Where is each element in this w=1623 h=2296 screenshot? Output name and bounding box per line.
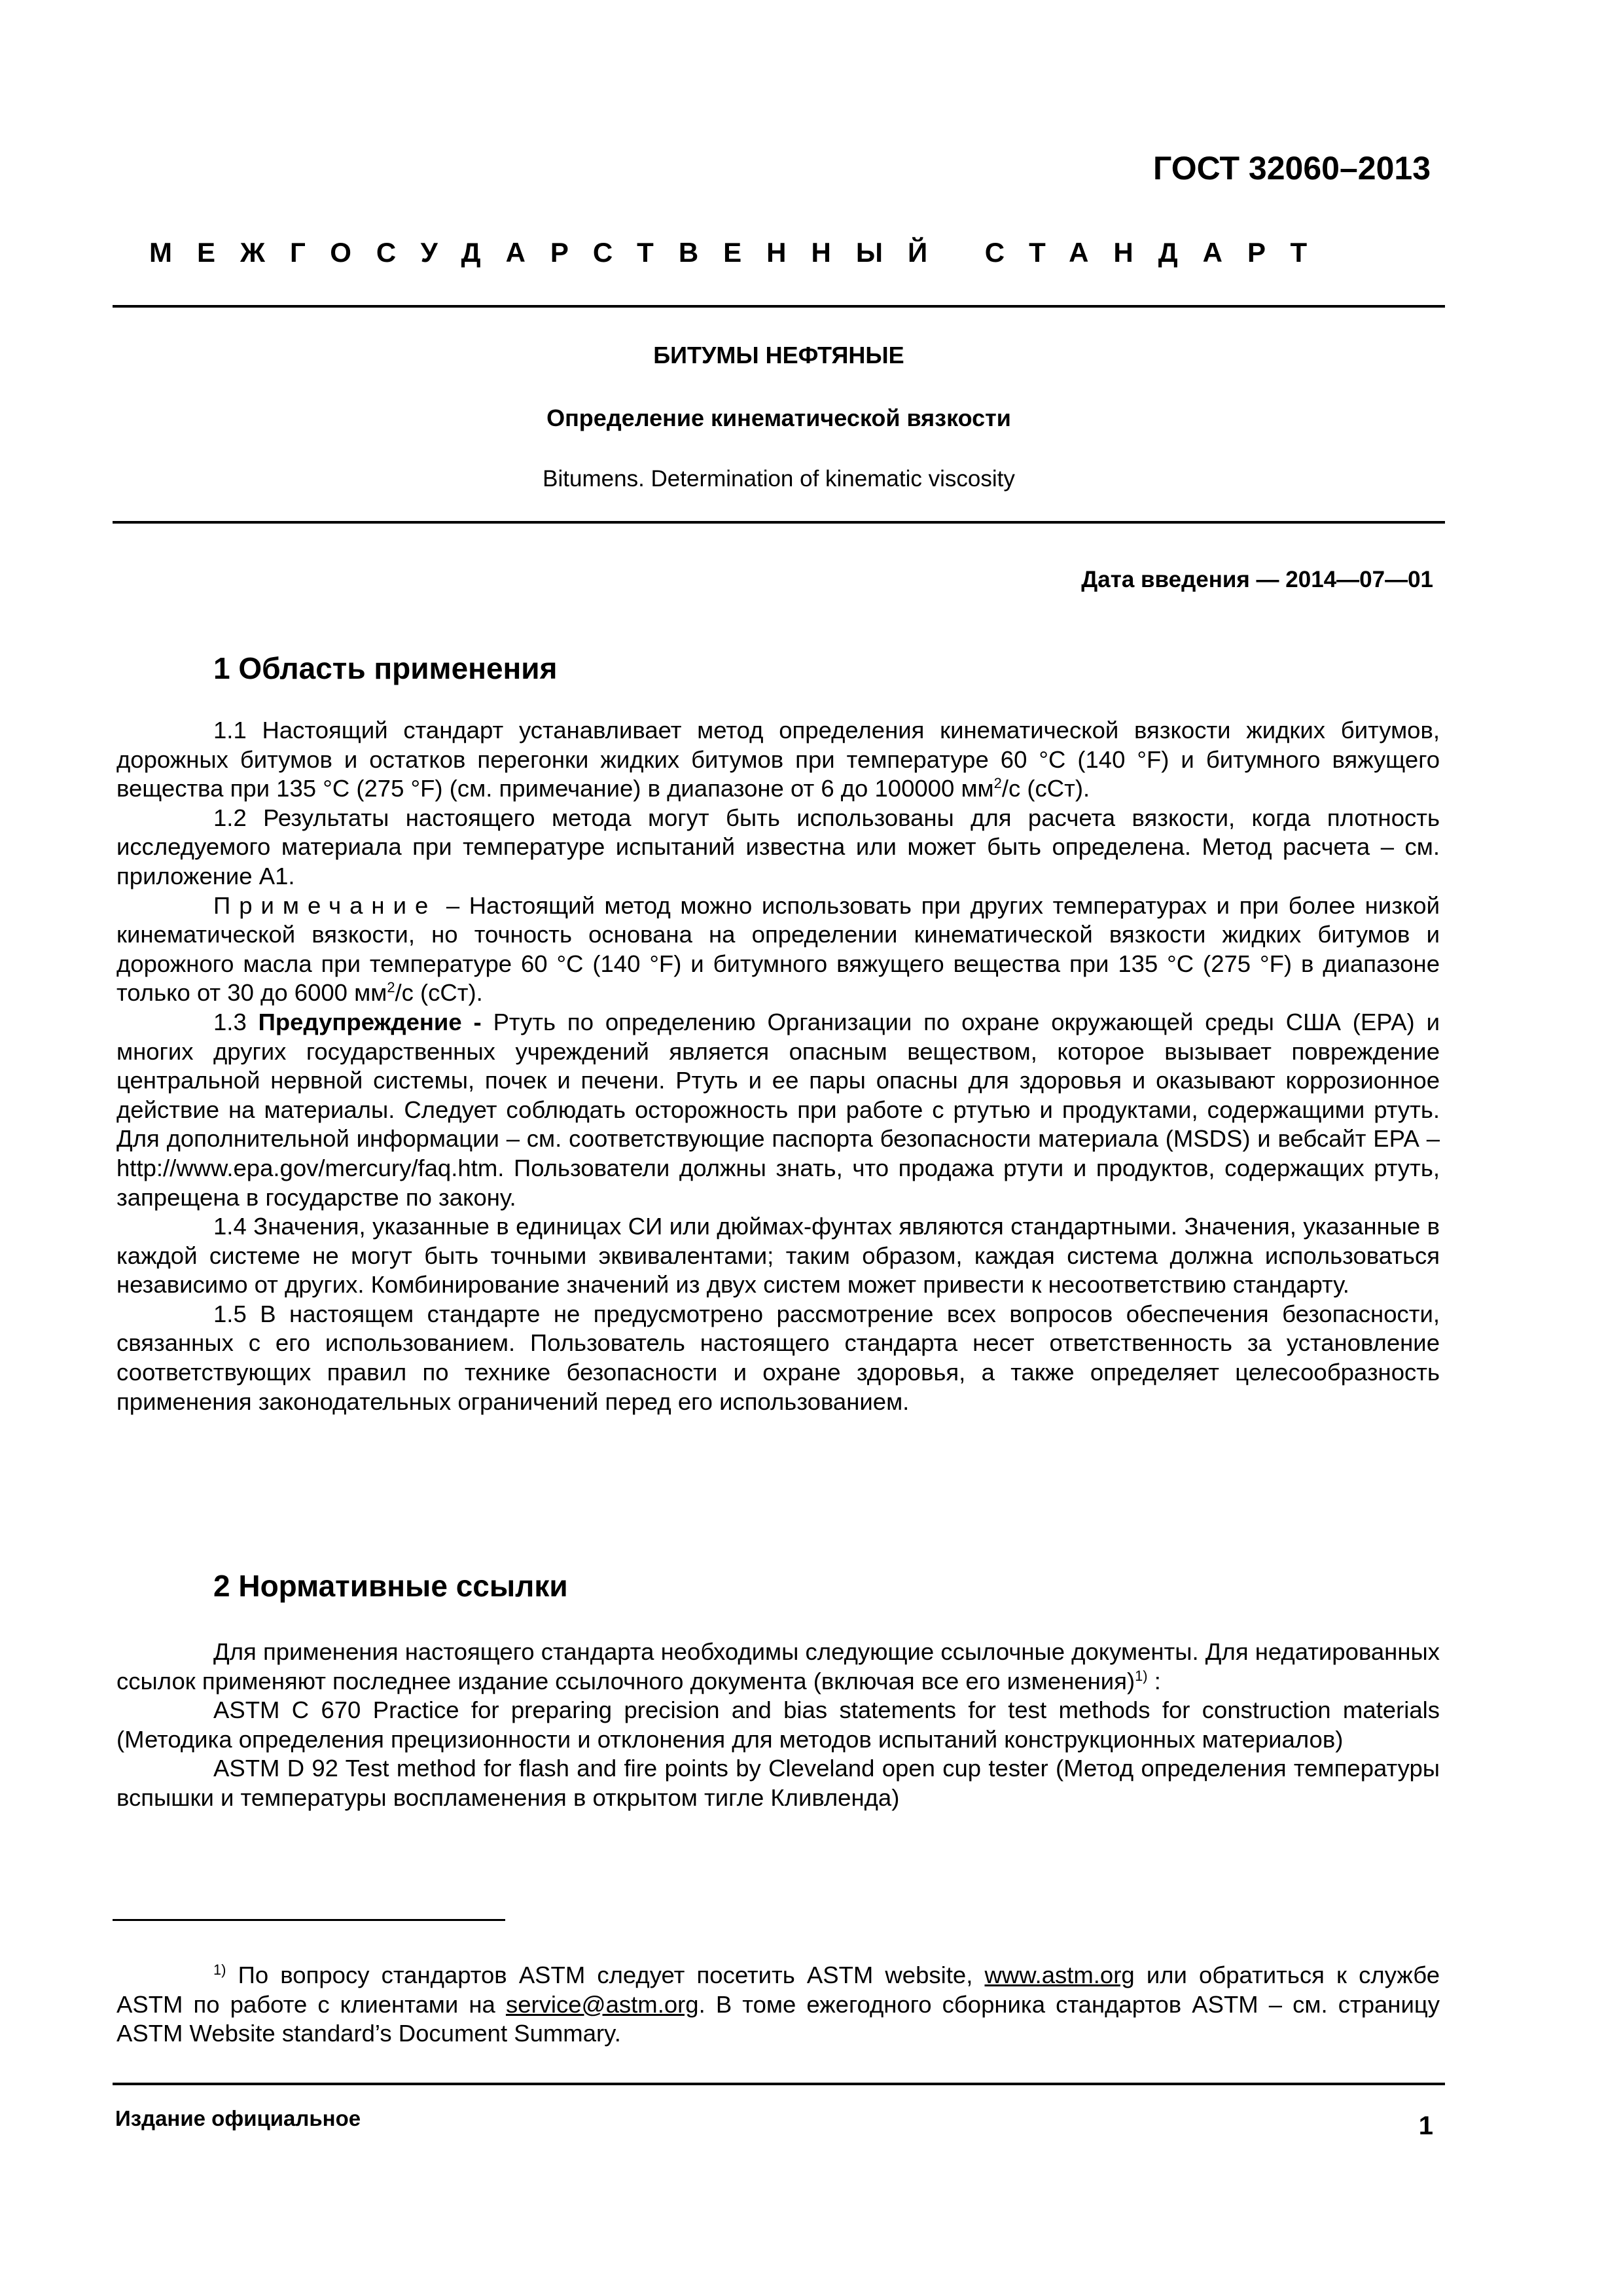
astm-service-email-link[interactable]: service@astm.org — [505, 1990, 699, 2018]
document-number: ГОСТ 32060–2013 — [1153, 150, 1431, 187]
paragraph-1-1: 1.1 Настоящий стандарт устанавливает метод определения кинематической вязкости жидких битумов, дорожных битумов и остатков перегонки жидких битумов при температуре 60 °С (140 °F) и битумного вяжущего вещества при 135 °С (275 °F) (см. примечание) в диапазоне от 6 до 100000 $мм^2/с$ (сСт). — [116, 717, 1440, 802]
header-divider — [113, 305, 1445, 308]
document-title: БИТУМЫ НЕФТЯНЫЕ — [653, 342, 904, 368]
footnote-ref[interactable]: 1) — [1135, 1667, 1148, 1684]
footer-divider — [113, 2083, 1445, 2085]
standard-type: МЕЖГОСУДАРСТВЕННЫЙ СТАНДАРТ — [149, 237, 1332, 268]
paragraph-1-5: 1.5 В настоящем стандарте не предусмотрено рассмотрение всех вопросов обеспечения безопасности, связанных с его использованием. Пользователь настоящего стандарта несет ответственность за установление соответствующих правил по технике безопасности и охране здоровья, а также определяет целесообразность применения законодательных ограничений перед его использованием. — [116, 1300, 1440, 1415]
paragraph-1-2: 1.2 Результаты настоящего метода могут быть использованы для расчета вязкости, когда плотность исследуемого материала при температуре испытаний известна или может быть определена. Метод расчета – см. приложение А1. — [116, 804, 1440, 889]
note: Примечание – Настоящий метод можно использовать при других температурах и при более низкой кинематической вязкости, но точность основана на определении кинематической вязкости жидких битумов и дорожного масла при температуре 60 °С (140 °F) и битумного вяжущего вещества при 135 °С (275 °F) в диапазоне только от 30 до 6000 $мм^2/с$ (сСт). — [116, 891, 1440, 1007]
note-label: Примечание — [213, 891, 437, 919]
warning-label: Предупреждение - — [258, 1008, 482, 1035]
english-title: Bitumens. Determination of kinematic viscosity — [543, 466, 1015, 492]
footnote-marker: 1) — [213, 1961, 226, 1978]
reference-astm-c670: ASTM C 670 Practice for preparing precision and bias statements for test methods for construction materials (Методика определения прецизионности и отклонения для методов испытаний конструкционных материалов) — [116, 1696, 1440, 1753]
section-2-body — [116, 1638, 1440, 1813]
footnote: $^{1)}$ По вопросу стандартов ASTM следует посетить ASTM website, www.astm.org или обратиться к службе ASTM по работе с клиентами на service@astm.org. В томе ежегодного сборника стандартов ASTM – см. страницу ASTM Website standard’s Document Summary. — [116, 1961, 1440, 2047]
paragraph-1-3: 1.3 Предупреждение - Ртуть по определению Организации по охране окружающей среды США (ЕРА) и многих других государственных учреждений является опасным веществом, которое вызывает повреждение центральной нервной системы, почек и печени. Ртуть и ее пары опасны для здоровья и оказывают коррозионное действие на материалы. Следует соблюдать осторожность при работе с ртутью и продуктами, содержащими ртуть. Для дополнительной информации – см. соответствующие паспорта безопасности материала (MSDS) и вебсайт ЕРА – http://www.epa.gov/mercury/faq.htm. Пользователи должны знать, что продажа ртути и продуктов, содержащих ртуть, запрещена в государстве по закону. — [116, 1008, 1440, 1211]
references-intro: Для применения настоящего стандарта необходимы следующие ссылочные документы. Для недатированных ссылок применяют последнее издание ссылочного документа (включая все его изменения)$^{1)}$ : — [116, 1638, 1440, 1695]
introduction-date: Дата введения — 2014—07—01 — [1081, 567, 1433, 592]
page-number: 1 — [1418, 2111, 1433, 2140]
document-subtitle: Определение кинематической вязкости — [546, 404, 1011, 431]
section-1-body — [116, 716, 1440, 1416]
astm-website-link[interactable]: www.astm.org — [984, 1962, 1135, 1988]
title-divider — [113, 521, 1445, 524]
section-1-heading: 1 Область применения — [213, 651, 558, 685]
reference-astm-d92: ASTM D 92 Test method for flash and fire points by Cleveland open cup tester (Метод определения температуры вспышки и температуры воспламенения в открытом тигле Кливленда) — [116, 1755, 1440, 1811]
paragraph-1-4: 1.4 Значения, указанные в единицах СИ или дюймах-фунтах являются стандартными. Значения, указанные в каждой системе не могут быть точными эквивалентами; таким образом, каждая система должна использоваться независимо от других. Комбинирование значений из двух систем может привести к несоответствию стандарту. — [116, 1213, 1440, 1299]
edition-label: Издание официальное — [115, 2106, 361, 2130]
footnote-divider — [113, 1919, 505, 1921]
section-2-heading: 2 Нормативные ссылки — [213, 1569, 568, 1603]
